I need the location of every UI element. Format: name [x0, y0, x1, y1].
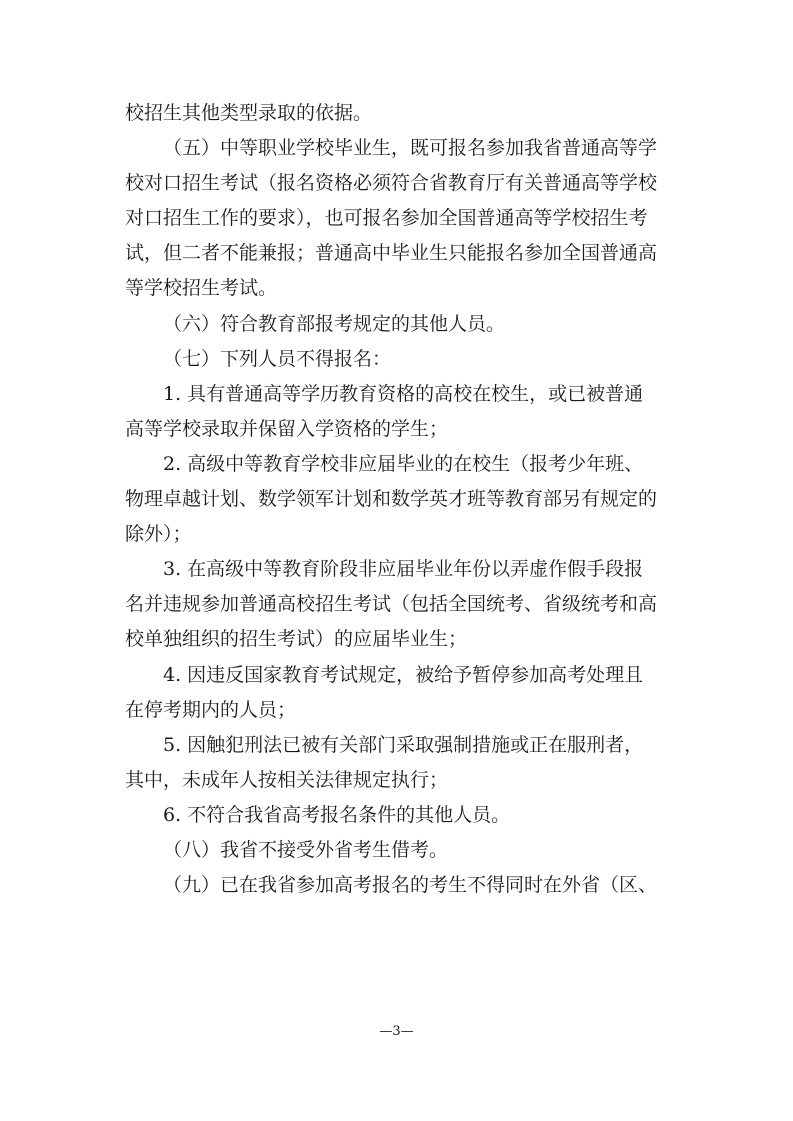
text-line: 高等学校录取并保留入学资格的学生；	[125, 417, 449, 440]
text-line: 试，但二者不能兼报；普通高中毕业生只能报名参加全国普通高	[125, 242, 658, 265]
text-line: 校招生其他类型录取的依据。	[125, 102, 373, 124]
text-line: （五）中等职业学校毕业生，既可报名参加我省普通高等学	[163, 137, 658, 160]
text-line: 5. 因触犯刑法已被有关部门采取强制措施或正在服刑者，	[163, 733, 644, 756]
text-line: 除外）；	[125, 523, 192, 546]
text-line: 等学校招生考试。	[125, 277, 278, 300]
text-line: （八）我省不接受外省考生借考。	[163, 838, 449, 861]
text-line: 4. 因违反国家教育考试规定，被给予暂停参加高考处理且	[163, 663, 644, 686]
document-body	[125, 96, 695, 903]
text-line: 名并违规参加普通高校招生考试（包括全国统考、省级统考和高	[125, 593, 658, 616]
text-line: 校对口招生考试（报名资格必须符合省教育厅有关普通高等学校	[125, 172, 658, 195]
text-line: 1. 具有普通高等学历教育资格的高校在校生，或已被普通	[163, 382, 644, 405]
page-number: —3—	[379, 1024, 414, 1039]
text-line: （七）下列人员不得报名：	[163, 347, 392, 370]
text-line: 其中，未成年人按相关法律规定执行；	[125, 768, 449, 791]
text-line: 校单独组织的招生考试）的应届毕业生；	[125, 628, 468, 651]
text-line: 3. 在高级中等教育阶段非应届毕业年份以弄虚作假手段报	[163, 558, 644, 581]
text-line: （九）已在我省参加高考报名的考生不得同时在外省（区、	[163, 874, 658, 897]
text-line: 对口招生工作的要求），也可报名参加全国普通高等学校招生考	[125, 207, 648, 230]
text-line: 物理卓越计划、数学领军计划和数学英才班等教育部另有规定的	[125, 488, 658, 511]
text-line: 在停考期内的人员；	[125, 698, 297, 721]
text-line: （六）符合教育部报考规定的其他人员。	[163, 312, 506, 335]
text-line: 6. 不符合我省高考报名条件的其他人员。	[163, 803, 511, 826]
text-line: 2. 高级中等教育学校非应届毕业的在校生（报考少年班、	[163, 452, 644, 475]
